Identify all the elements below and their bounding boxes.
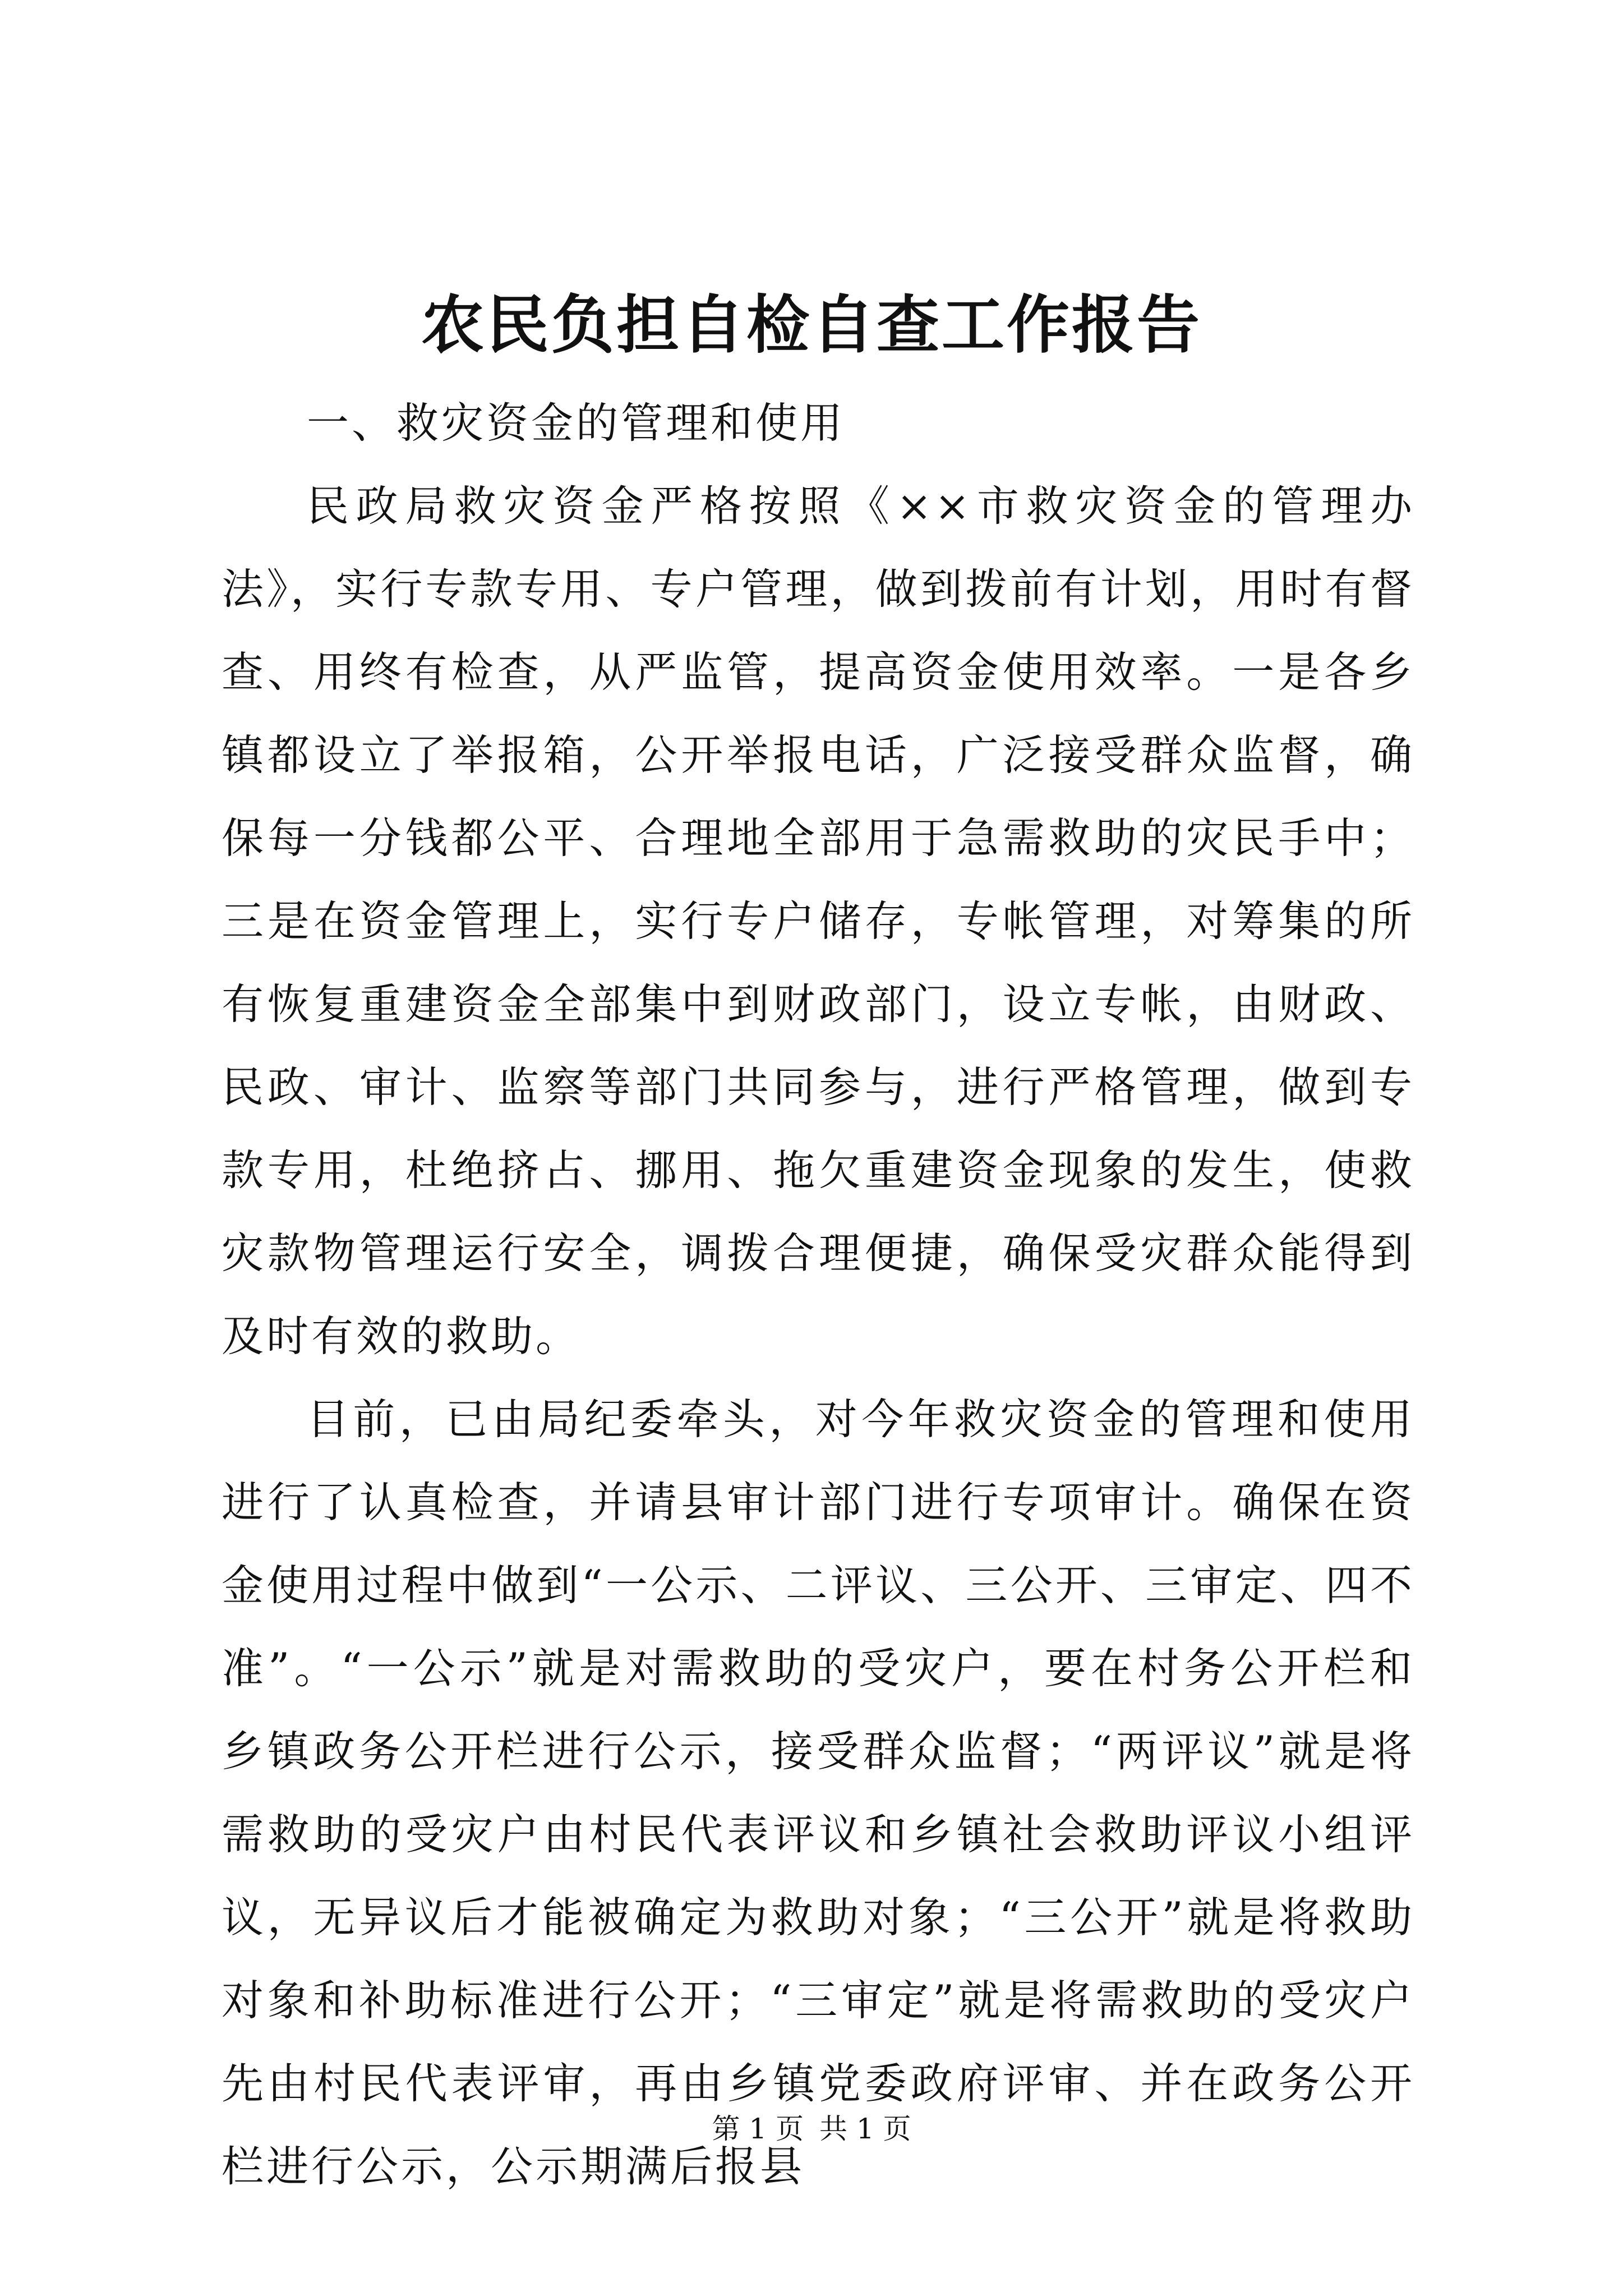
paragraph: 民政局救灾资金严格按照《××市救灾资金的管理办法》，实行专款专用、专户管理，做到拨前有计划，用时有督查、用终有检查，从严监管，提高资金使用效率。一是各乡镇都设立了举报箱，公开举报电话，广泛接受群众监督，确保每一分钱都公平、合理地全部用于急需救助的灾民手中；三是在资金管理上，实行专户储存，专帐管理，对筹集的所有恢复重建资金全部集中到财政部门，设立专帐，由财政、民政、审计、监察等部门共同参与，进行严格管理，做到专款专用，杜绝挤占、挪用、拖欠重建资金现象的发生，使救灾款物管理运行安全，调拨合理便捷，确保受灾群众能得到及时有效的救助。 xyxy=(222,481,1415,1361)
document-title: 农民负担自检自查工作报告 xyxy=(421,288,1202,362)
paragraph: 目前，已由局纪委牵头，对今年救灾资金的管理和使用进行了认真检查，并请县审计部门进行专项审计。确保在资金使用过程中做到“一公示、二评议、三公开、三审定、四不准”。“一公示”就是对需救助的受灾户，要在村务公开栏和乡镇政务公开栏进行公示，接受群众监督；“两评议”就是将需救助的受灾户由村民代表评议和乡镇社会救助评议小组评议，无异议后才能被确定为救助对象；“三公开”就是将救助对象和补助标准进行公开；“三审定”就是将需救助的受灾户先由村民代表评审，再由乡镇党委政府评审、并在政务公开栏进行公示，公示期满后报县 xyxy=(222,1395,1415,2191)
page-number: 第 1 页 xyxy=(712,2113,804,2145)
page-footer xyxy=(0,2109,1623,2148)
section-heading: 一、救灾资金的管理和使用 xyxy=(307,398,846,448)
page-total: 共 1 页 xyxy=(819,2113,911,2145)
document-body xyxy=(222,381,1415,2208)
